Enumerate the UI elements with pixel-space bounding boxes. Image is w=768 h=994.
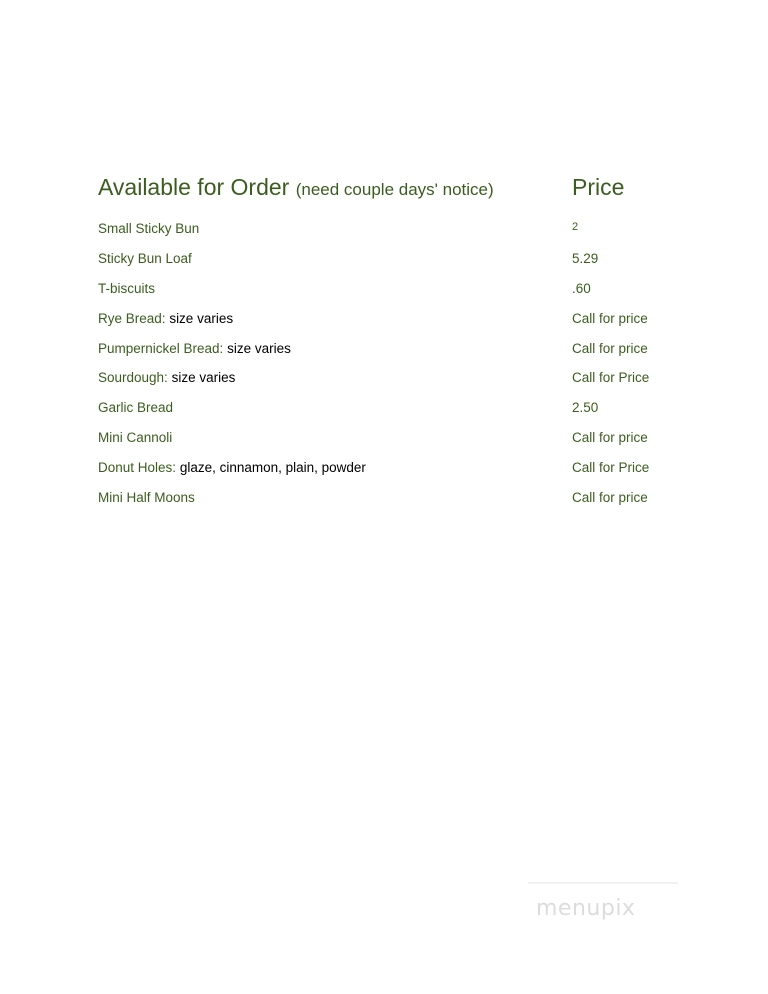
menu-item: [98, 488, 678, 518]
item-name: [98, 398, 173, 418]
watermark-logo: menupix: [536, 896, 636, 921]
item-detail: size varies: [171, 370, 236, 386]
item-price: 2: [572, 221, 579, 233]
price-column-header: Price: [572, 174, 625, 200]
item-detail: size varies: [169, 310, 234, 326]
item-label: Garlic Bread: [98, 400, 174, 416]
item-name: [98, 458, 366, 478]
menu-item: [98, 458, 678, 488]
item-price: 5.29: [572, 250, 599, 266]
item-price: .60: [572, 280, 591, 296]
item-label: Rye Bread:: [98, 310, 166, 326]
item-label: Donut Holes:: [98, 460, 177, 476]
menu-header: [98, 174, 678, 210]
item-price: Call for Price: [572, 460, 650, 476]
menu-item: [98, 428, 678, 458]
menu-item: [98, 279, 678, 309]
item-price: Call for price: [572, 340, 648, 356]
item-label: Sticky Bun Loaf: [98, 250, 192, 266]
item-price: Call for Price: [572, 370, 650, 386]
section-note: (need couple days' notice): [295, 180, 494, 199]
item-label: Small Sticky Bun: [98, 221, 200, 236]
menu-item: [98, 309, 678, 339]
item-label: Pumpernickel Bread:: [98, 340, 224, 356]
item-price: Call for price: [572, 430, 648, 446]
item-label: Mini Cannoli: [98, 430, 173, 446]
item-label: Sourdough:: [98, 370, 168, 386]
watermark-divider: [528, 882, 678, 884]
item-label: Mini Half Moons: [98, 490, 195, 506]
item-name: [98, 488, 195, 508]
section-title: [98, 174, 494, 201]
item-detail: glaze, cinnamon, plain, powder: [179, 460, 366, 476]
menu-item: [98, 339, 678, 369]
item-name: [98, 279, 155, 299]
menu-item: [98, 219, 678, 249]
item-price: Call for price: [572, 310, 648, 326]
menu-item: [98, 398, 678, 428]
item-name: [98, 219, 199, 239]
menu-item-list: [98, 219, 678, 518]
item-label: T-biscuits: [98, 280, 156, 296]
section-title-text: Available for Order: [98, 174, 290, 200]
item-name: [98, 368, 235, 388]
menu-item: [98, 249, 678, 279]
item-name: [98, 309, 233, 329]
menu-item: [98, 368, 678, 398]
item-name: [98, 339, 291, 359]
item-name: [98, 249, 192, 269]
item-name: [98, 428, 172, 448]
item-price: Call for price: [572, 490, 648, 506]
item-price: 2.50: [572, 400, 599, 416]
item-detail: size varies: [227, 340, 291, 356]
